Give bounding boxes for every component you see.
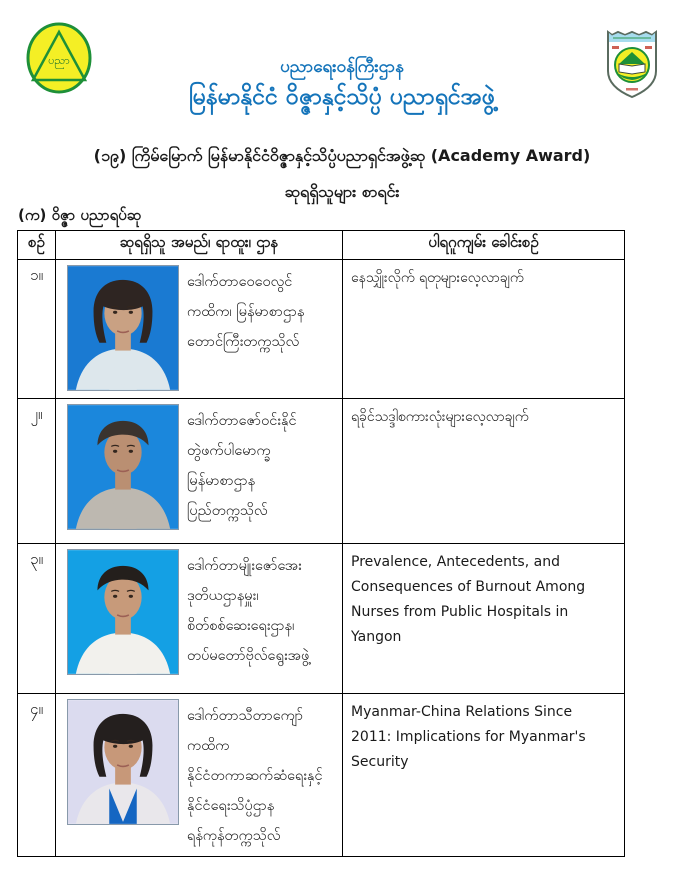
name-line: ဒေါက်တာဇော်ဝင်းနိုင် xyxy=(187,413,297,429)
ministry-title: ပညာရေးဝန်ကြီးဌာန xyxy=(280,57,404,77)
name-line: တွဲဖက်ပါမောက္ခ xyxy=(187,443,271,459)
column-header-name: ဆုရရှိသူ အမည်၊ ရာထူး၊ ဌာန xyxy=(56,231,343,260)
name-line: ဒေါက်တာမျိုးဇော်အေး xyxy=(187,558,302,574)
winner-photo xyxy=(67,404,179,530)
name-line: ပြည်တက္ကသိုလ် xyxy=(187,503,268,519)
column-header-thesis: ပါရဂူကျမ်း ခေါင်းစဉ် xyxy=(343,231,625,260)
organization-title: မြန်မာနိုင်ငံ ဝိဇ္ဇာနှင့်သိပ္ပံ ပညာရှင်အဖွဲ့ xyxy=(189,84,495,110)
row-number: ၁။ xyxy=(18,260,56,399)
winner-photo xyxy=(67,699,179,825)
name-line: နိုင်ငံရေးသိပ္ပံဌာန xyxy=(187,798,275,814)
table-row xyxy=(18,544,625,694)
winner-name-block xyxy=(179,404,297,526)
winners-list-title: ဆုရရှိသူများ စာရင်း xyxy=(284,182,400,201)
row-number: ၃။ xyxy=(18,544,56,694)
thesis-title: Myanmar-China Relations Since 2011: Implications for Myanmar's Security xyxy=(343,694,625,857)
name-line: ဒုတိယဌာနမှူး၊ xyxy=(187,588,259,604)
name-line: ကထိက xyxy=(187,738,230,754)
name-line: ရန်ကုန်တက္ကသိုလ် xyxy=(187,828,281,844)
name-line: တောင်ကြီးတက္ကသိုလ် xyxy=(187,334,300,350)
name-line: နိုင်ငံတကာဆက်ဆံရေးနှင့် xyxy=(187,768,323,784)
left-logo-text: ပညာ xyxy=(48,54,70,67)
row-number: ၂။ xyxy=(18,399,56,544)
winner-name-block xyxy=(179,549,309,671)
winner-name-block xyxy=(179,699,322,851)
name-line: ဒေါက်တာသီတာကျော် xyxy=(187,708,304,724)
winner-photo xyxy=(67,265,179,391)
name-line: ဒေါက်တာဝေဝေလွင် xyxy=(187,274,293,290)
name-line: ကထိက၊ မြန်မာစာဌာန xyxy=(187,304,305,320)
award-title: (၁၉) ကြိမ်မြောက် မြန်မာနိုင်ငံဝိဇ္ဇာနှင့်သိပ္ပံပညာရှင်အဖွဲ့ဆု (Academy Award) xyxy=(93,146,591,165)
section-label: (က) ဝိဇ္ဇာ ပညာရပ်ဆု xyxy=(18,206,142,224)
thesis-title: နေသျှိုးလိုက် ရတုများလေ့လာချက် xyxy=(343,260,625,399)
name-line: မြန်မာစာဌာန xyxy=(187,473,256,489)
name-line: တပ်မတော်ဗိုလ်ရွေးအဖွဲ့ xyxy=(187,648,310,664)
row-number: ၄။ xyxy=(18,694,56,857)
table-header-row xyxy=(18,231,625,260)
column-header-number: စဉ် xyxy=(18,231,56,260)
winner-photo xyxy=(67,549,179,675)
table-row xyxy=(18,260,625,399)
thesis-title: Prevalence, Antecedents, and Consequences of Burnout Among Nurses from Public Hospitals in Yangon xyxy=(343,544,625,694)
award-winners-table xyxy=(17,230,625,857)
table-row xyxy=(18,399,625,544)
winner-name-block xyxy=(179,265,304,357)
name-line: စိတ်စစ်ဆေးရေးဌာန၊ xyxy=(187,618,295,634)
thesis-title: ရခိုင်သဒ္ဒါစကားလုံးများလေ့လာချက် xyxy=(343,399,625,544)
table-row xyxy=(18,694,625,857)
